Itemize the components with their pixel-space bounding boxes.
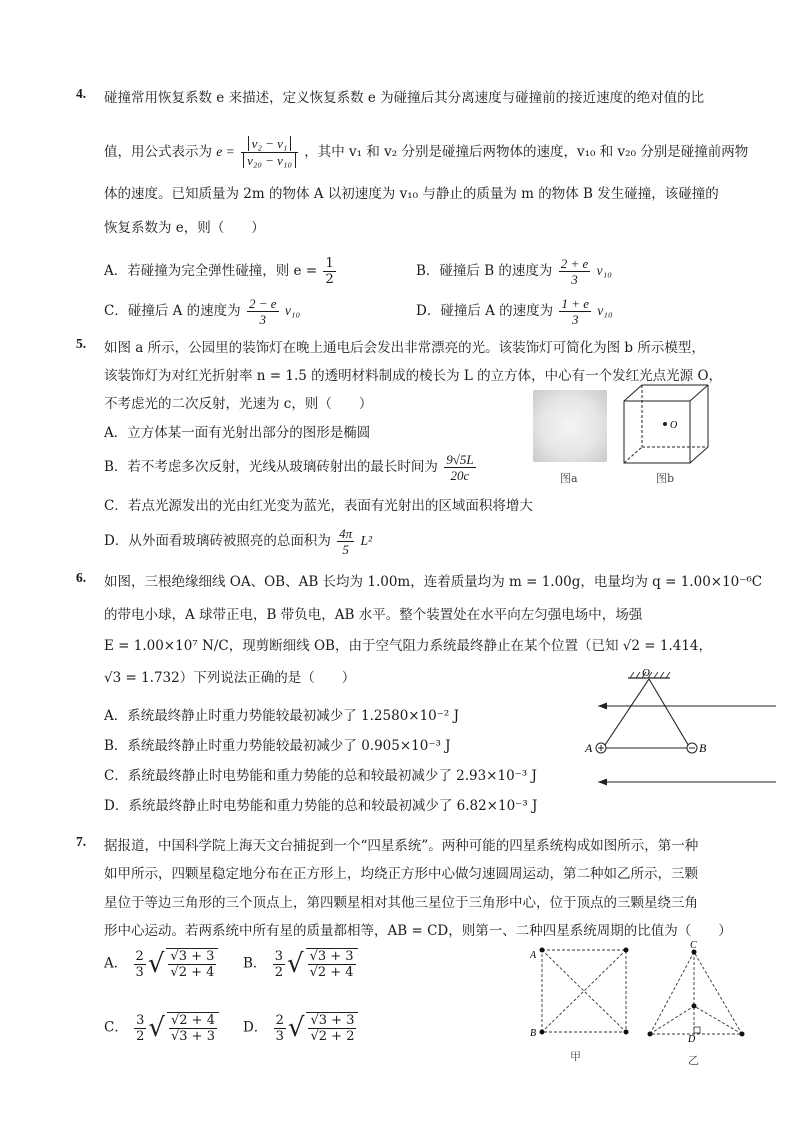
- option-d[interactable]: [104, 526, 372, 557]
- ceiling-hatch: [630, 672, 670, 678]
- star-b-label: B: [530, 1028, 537, 1039]
- option-c[interactable]: C．系统最终静止时电势能和重力势能的总和较最初减少了 2.93×10⁻³ J: [104, 768, 537, 784]
- point-d-label: D: [688, 1034, 696, 1042]
- question-text-line: 恢复系数为 e，则（ ）: [104, 220, 265, 236]
- denominator: √2 + 4: [170, 965, 215, 980]
- option-b[interactable]: [104, 452, 478, 483]
- numerator: 3: [274, 948, 283, 964]
- variable: L²: [360, 533, 372, 548]
- option-text: B．碰撞后 B 的速度为: [416, 263, 553, 279]
- figure-triangle-system: [644, 938, 754, 1042]
- numerator: v₂ − v₁: [248, 136, 292, 151]
- figure-square-system: [528, 944, 632, 1040]
- triangle-outline: [650, 952, 742, 1034]
- denominator: 3: [259, 312, 266, 327]
- figure-a-lamp-photo: [533, 390, 607, 462]
- question-text-line: 该装饰灯为对红光折射率 n = 1.5 的透明材料制成的棱长为 L 的立方体，中心有一个发红光点光源 O，: [104, 368, 723, 384]
- numerator: √3 + 3: [310, 1013, 355, 1028]
- numerator: √3 + 3: [170, 949, 215, 964]
- question-text-line: 如甲所示，四颗星稳定地分布在正方形上，均绕正方形中心做匀速圆周运动，第二种如乙所示，三颗: [104, 866, 698, 882]
- star-a-label: A: [530, 950, 537, 961]
- question-number: 5.: [76, 336, 87, 351]
- figure-b-caption: 图b: [656, 472, 675, 485]
- option-d[interactable]: D．系统最终静止时电势能和重力势能的总和较最初减少了 6.82×10⁻³ J: [104, 798, 538, 814]
- light-source-label: O: [670, 420, 678, 431]
- ball-b-label: B: [699, 741, 707, 755]
- denominator: 3: [135, 964, 144, 980]
- denominator: 5: [342, 542, 349, 557]
- denominator: √3 + 3: [171, 1029, 215, 1044]
- question-text-line: 据报道，中国科学院上海天文台捕捉到一个“四星系统”。两种可能的四星系统构成如图所示，第一种: [104, 838, 699, 854]
- question-text-line: 形中心运动。若两系统中所有星的质量都相等，AB = CD，则第一、二种四星系统周期的比值为（ ）: [104, 923, 732, 939]
- numerator: 3: [136, 1012, 145, 1028]
- numerator: √3 + 3: [309, 949, 354, 964]
- ball-a-label: A: [585, 741, 593, 755]
- question-text-line: √3 = 1.732）下列说法正确的是（ ）: [104, 670, 356, 686]
- question-text-line: 如图 a 所示，公园里的装饰灯在晚上通电后会发出非常漂亮的光。该装饰灯可简化为图 b 所示模型，: [104, 340, 705, 356]
- figure-yi-caption: 乙: [688, 1054, 699, 1067]
- option-text: C．碰撞后 A 的速度为: [104, 303, 241, 319]
- numerator: 9√5L: [446, 452, 474, 467]
- numerator: 1 + e: [561, 296, 589, 311]
- question-text-line: 星位于等边三角形的三个顶点上，第四颗星相对其他三星位于三角形中心，位于顶点的三颗星绕三角: [104, 895, 698, 911]
- field-arrow-icon: [598, 703, 607, 710]
- option-d[interactable]: [416, 296, 613, 327]
- question-text-line: [104, 136, 748, 169]
- question-number: 6.: [76, 570, 87, 585]
- figure-charged-balls: [580, 666, 780, 816]
- variable: v₁₀: [596, 263, 612, 278]
- point-o-label: O: [642, 667, 650, 679]
- formula-fraction: [241, 136, 298, 169]
- denominator: 2: [274, 964, 283, 980]
- option-label: B．: [243, 955, 267, 972]
- denominator: 3: [275, 1028, 284, 1044]
- option-b[interactable]: B． $\frac{3}{2}$ √ $\frac{√3 + 3}{√2 + 4}$: [243, 948, 360, 980]
- variable: v₁₀: [597, 303, 613, 318]
- option-c[interactable]: C． $\frac{3}{2}$ √ $\frac{√2 + 4}{√3 + 3}$: [104, 1012, 221, 1044]
- question-text-line: 如图，三根绝缘细线 OA、OB、AB 长均为 1.00m，连着质量均为 m = 1.00g，电量均为 q = 1.00×10⁻⁶C: [104, 574, 763, 590]
- denominator: √2 + 4: [309, 965, 354, 980]
- question-text-line: 的带电小球，A 球带正电，B 带负电，AB 水平。整个装置处在水平向左匀强电场中，场强: [104, 607, 643, 623]
- option-text: D．碰撞后 A 的速度为: [416, 303, 554, 319]
- numerator: √2 + 4: [171, 1013, 215, 1028]
- figure-b-cube: [620, 383, 710, 467]
- option-c[interactable]: C．若点光源发出的光由红光变为蓝光，表面有光射出的区域面积将增大: [104, 498, 533, 514]
- option-d[interactable]: D． $\frac{2}{3}$ √ $\frac{√3 + 3}{√2 + 2}$: [243, 1012, 360, 1044]
- option-text: B．若不考虑多次反射，光线从玻璃砖射出的最长时间为: [104, 459, 438, 475]
- star-c-label: C: [690, 940, 697, 951]
- thread-ob: [649, 679, 690, 748]
- denominator: √2 + 2: [310, 1029, 355, 1044]
- question-text-line: 碰撞常用恢复系数 e 来描述，定义恢复系数 e 为碰撞后其分离速度与碰撞前的接近速度的绝对值的比: [104, 90, 705, 106]
- numerator: 2: [135, 948, 144, 964]
- option-a[interactable]: A．立方体某一面有光射出部分的图形是椭圆: [104, 425, 371, 441]
- option-a[interactable]: A． $\frac{2}{3}$ √ $\frac{√3 + 3}{√2 + 4}$: [104, 948, 220, 980]
- option-a[interactable]: [104, 256, 338, 287]
- question-number: 4.: [76, 86, 87, 101]
- text-fragment: ，其中 v₁ 和 v₂ 分别是碰撞后两物体的速度，v₁₀ 和 v₂₀ 分别是碰撞前两物: [304, 144, 749, 160]
- text-fragment: 值，用公式表示为: [104, 144, 212, 160]
- numerator: 2: [275, 1012, 284, 1028]
- numerator: 1: [325, 256, 334, 271]
- option-label: A．: [104, 955, 128, 972]
- thread-oa: [603, 679, 649, 748]
- numerator: 4π: [339, 526, 353, 541]
- denominator: 3: [571, 272, 578, 287]
- denominator: 2: [325, 272, 334, 287]
- figure-a-caption: 图a: [560, 472, 578, 485]
- variable: v₁₀: [284, 303, 301, 318]
- figure-jia-caption: 甲: [570, 1050, 581, 1063]
- option-label: D．: [243, 1019, 268, 1036]
- formula-e: e =: [216, 144, 235, 159]
- question-text-line: E = 1.00×10⁷ N/C，现剪断细线 OB，由于空气阻力系统最终静止在某个位置（已知 √2 = 1.414，: [104, 638, 712, 654]
- option-b[interactable]: [416, 256, 612, 287]
- numerator: 2 − e: [248, 296, 277, 311]
- option-text: A．若碰撞为完全弹性碰撞，则 e =: [104, 263, 318, 279]
- question-text-line: 体的速度。已知质量为 2m 的物体 A 以初速度为 v₁₀ 与静止的质量为 m 的物体 B 发生碰撞，该碰撞的: [104, 186, 719, 202]
- option-text: D．从外面看玻璃砖被照亮的总面积为: [104, 533, 331, 549]
- question-text-line: 不考虑光的二次反射，光速为 c，则（ ）: [104, 396, 373, 412]
- field-arrow-icon: [598, 779, 607, 786]
- right-angle-mark: [694, 1027, 700, 1033]
- option-c[interactable]: [104, 296, 300, 327]
- denominator: 20c: [450, 468, 470, 483]
- question-number: 7.: [76, 834, 87, 849]
- light-source-point: [663, 422, 667, 426]
- denominator: v₂₀ − v₁₀: [243, 153, 296, 168]
- option-b[interactable]: B．系统最终静止时重力势能较最初减少了 0.905×10⁻³ J: [104, 738, 451, 754]
- option-label: C．: [104, 1019, 128, 1036]
- numerator: 2 + e: [560, 256, 589, 271]
- denominator: 3: [571, 312, 579, 327]
- denominator: 2: [136, 1028, 145, 1044]
- option-a[interactable]: A．系统最终静止时重力势能较最初减少了 1.2580×10⁻² J: [104, 708, 460, 724]
